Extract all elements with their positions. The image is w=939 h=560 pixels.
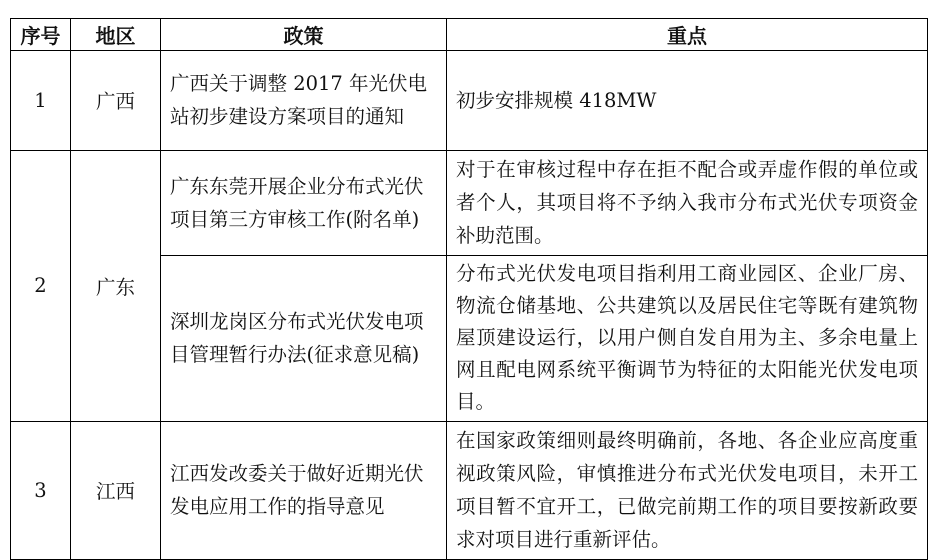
- row-region: 广东: [71, 151, 161, 422]
- header-index: 序号: [11, 19, 71, 51]
- table-row: [11, 422, 928, 560]
- header-policy: 政策: [161, 19, 447, 51]
- row-index: 1: [11, 51, 71, 151]
- row-policy: 江西发改委关于做好近期光伏发电应用工作的指导意见: [161, 422, 447, 560]
- row-region: 江西: [71, 422, 161, 560]
- table-row: [11, 51, 928, 151]
- row-focus: 初步安排规模 418MW: [447, 51, 928, 151]
- header-region: 地区: [71, 19, 161, 51]
- row-index: 3: [11, 422, 71, 560]
- table-row: [11, 151, 928, 256]
- row-policy: 深圳龙岗区分布式光伏发电项目管理暂行办法(征求意见稿): [161, 256, 447, 422]
- row-focus: 分布式光伏发电项目指利用工商业园区、企业厂房、物流仓储基地、公共建筑以及居民住宅等既有建筑物屋顶建设运行，以用户侧自发自用为主、多余电量上网且配电网系统平衡调节为特征的太阳能光伏发电项目。: [447, 256, 928, 422]
- row-focus: 对于在审核过程中存在拒不配合或弄虚作假的单位或者个人，其项目将不予纳入我市分布式光伏专项资金补助范围。: [447, 151, 928, 256]
- row-policy: 广东东莞开展企业分布式光伏项目第三方审核工作(附名单): [161, 151, 447, 256]
- header-focus: 重点: [447, 19, 928, 51]
- row-policy: 广西关于调整 2017 年光伏电站初步建设方案项目的通知: [161, 51, 447, 151]
- policy-table: [10, 18, 928, 560]
- row-region: 广西: [71, 51, 161, 151]
- table-header-row: [11, 19, 928, 51]
- row-focus: 在国家政策细则最终明确前，各地、各企业应高度重视政策风险，审慎推进分布式光伏发电项目，未开工项目暂不宜开工，已做完前期工作的项目要按新政要求对项目进行重新评估。: [447, 422, 928, 560]
- row-index: 2: [11, 151, 71, 422]
